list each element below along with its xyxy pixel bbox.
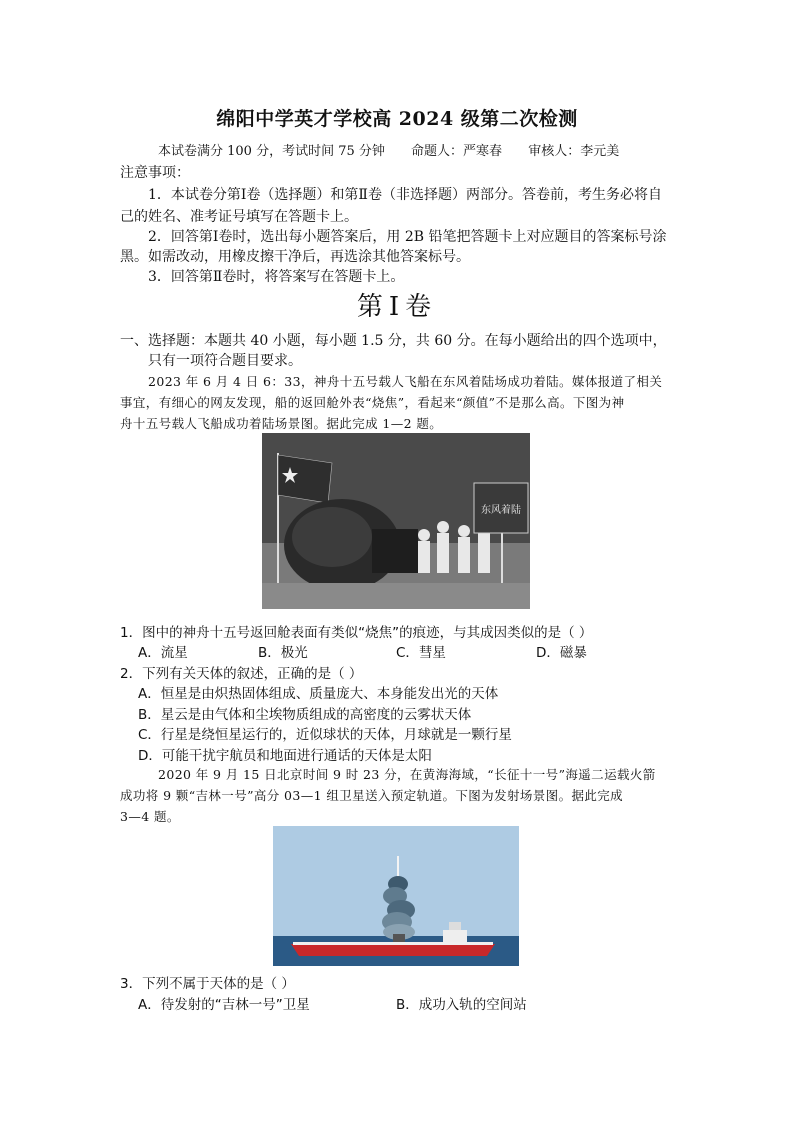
landing-sign-text: 东风着陆 (481, 505, 521, 516)
notice-item-1: 1．本试卷分第Ⅰ卷（选择题）和第Ⅱ卷（非选择题）两部分。答卷前，考生务必将自 (148, 187, 662, 203)
passage-2-line-1: 2020 年 9 月 15 日北京时间 9 时 23 分，在黄海海域，“长征十一号”海遥二运载火箭 (158, 767, 656, 782)
author-info: 命题人：严寒春 (411, 144, 503, 159)
reviewer-info: 审核人：李元美 (528, 144, 620, 159)
question-1-option-a: A．流星 (138, 645, 188, 661)
passage-1-line-2: 事宜，有细心的网友发现，船的返回舱外表“烧焦”，看起来“颜值”不是那么高。下图为神 (120, 395, 625, 410)
exam-title: 绵阳中学英才学校高 2024 级第二次检测 (216, 108, 578, 130)
section-instruction: 一、选择题：本题共 40 小题，每小题 1.5 分，共 60 分。在每小题给出的四个选项中， (120, 333, 667, 349)
question-1-stem: 1．图中的神舟十五号返回舱表面有类似“烧焦”的痕迹，与其成因类似的是（ ） (120, 625, 593, 641)
sea-launch-photo (273, 826, 519, 966)
question-3-option-b: B．成功入轨的空间站 (396, 997, 527, 1013)
capsule-landing-photo (262, 433, 530, 609)
question-2-option-a: A．恒星是由炽热固体组成、质量庞大、本身能发出光的天体 (138, 686, 499, 702)
section-instruction-cont: 只有一项符合题目要求。 (148, 353, 302, 369)
passage-1-line-1: 2023 年 6 月 4 日 6：33，神舟十五号载人飞船在东风着陆场成功着陆。媒体报道了相关 (148, 374, 663, 389)
section-title: 第Ⅰ卷 (356, 292, 438, 322)
question-2-stem: 2．下列有关天体的叙述，正确的是（ ） (120, 666, 363, 682)
notice-item-2-cont: 黑。如需改动，用橡皮擦干净后，再选涂其他答案标号。 (120, 249, 470, 265)
question-1-option-b: B．极光 (258, 645, 308, 661)
score-time-info: 本试卷满分 100 分，考试时间 75 分钟 (158, 144, 385, 159)
question-2-option-c: C．行星是绕恒星运行的，近似球状的天体，月球就是一颗行星 (138, 727, 512, 743)
passage-1-line-3: 舟十五号载人飞船成功着陆场景图。据此完成 1—2 题。 (120, 416, 443, 431)
notice-item-2: 2．回答第Ⅰ卷时，选出每小题答案后，用 2B 铅笔把答题卡上对应题目的答案标号涂 (148, 229, 667, 245)
notice-item-1-cont: 己的姓名、准考证号填写在答题卡上。 (120, 209, 358, 225)
passage-2-line-2: 成功将 9 颗“吉林一号”高分 03—1 组卫星送入预定轨道。下图为发射场景图。据此完成 (120, 788, 624, 803)
question-3-option-a: A．待发射的“吉林一号”卫星 (138, 997, 310, 1013)
notice-item-3: 3．回答第Ⅱ卷时，将答案写在答题卡上。 (148, 269, 405, 285)
question-1-option-d: D．磁暴 (536, 645, 587, 661)
question-2-option-b: B．星云是由气体和尘埃物质组成的高密度的云雾状天体 (138, 707, 472, 723)
question-2-option-d: D．可能干扰宇航员和地面进行通话的天体是太阳 (138, 748, 432, 764)
notice-heading: 注意事项： (120, 165, 190, 181)
question-1-option-c: C．彗星 (396, 645, 446, 661)
exam-meta (158, 140, 641, 159)
question-3-stem: 3．下列不属于天体的是（ ） (120, 976, 295, 992)
passage-2-line-3: 3—4 题。 (120, 809, 180, 824)
